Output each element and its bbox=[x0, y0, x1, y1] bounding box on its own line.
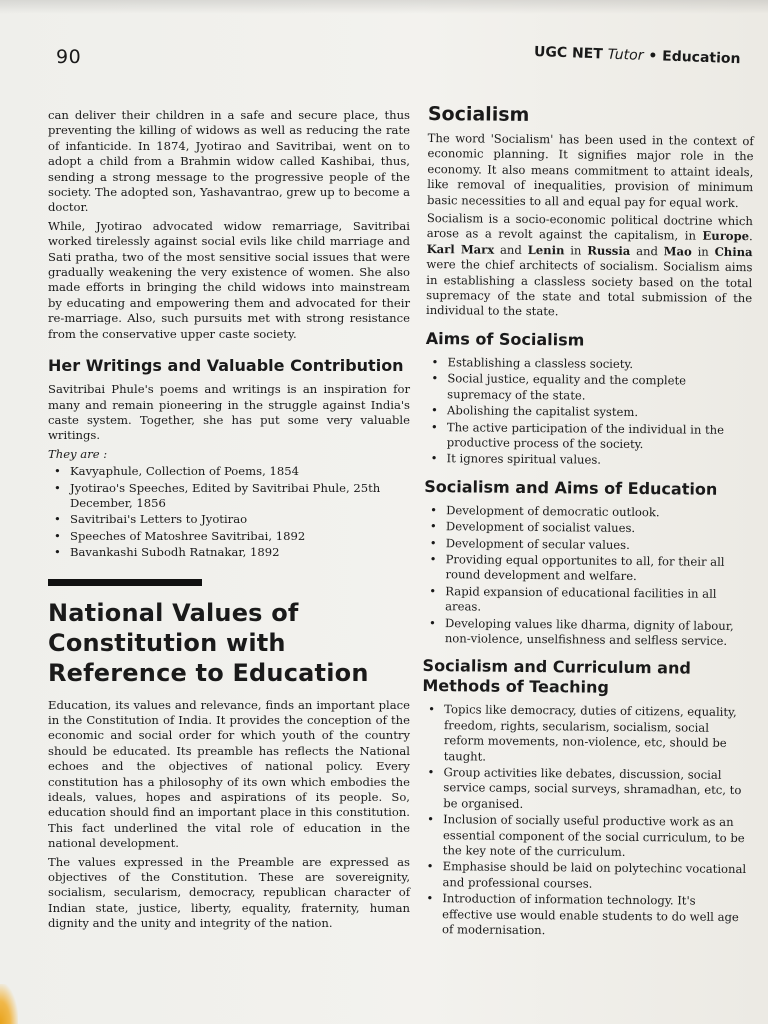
page-top-shadow bbox=[0, 0, 768, 14]
list-item: • Topics like democracy, duties of citizens, equality, freedom, rights, secularism, socialism, social reform movements, non-violence, etc, should be taught. bbox=[440, 703, 749, 768]
socialism-heading: Socialism bbox=[427, 103, 530, 126]
intro-paragraph: While, Jyotirao advocated widow remarriage, Savitribai worked tirelessly against social evils like child marriage and Sati pratha, two of the most sensitive social issues that were gradually weakening the very existence of women. She also made efforts in bringing the child widows into mainstream by educating and empowering them and advocated for their re-marriage. Also, such pursuits met with strong resistance from the conservative upper caste society. bbox=[48, 218, 410, 341]
list-item: • Rapid expansion of educational facilities in all areas. bbox=[441, 584, 749, 618]
list-item: • The active participation of the individual in the productive process of the society. bbox=[443, 420, 751, 454]
list-item: • Kavyaphule, Collection of Poems, 1854 bbox=[66, 464, 410, 479]
list-item: • Introduction of information technology. It's effective use would enable students to do well age of modernisation. bbox=[438, 891, 746, 940]
they-are-label: They are : bbox=[48, 446, 108, 461]
list-item: • Jyotirao's Speeches, Edited by Savitribai Phule, 25th December, 1856 bbox=[66, 481, 410, 512]
text-run: in bbox=[564, 243, 588, 258]
list-item: • Speeches of Matoshree Savitribai, 1892 bbox=[66, 529, 410, 544]
text-run-bold: Russia bbox=[587, 243, 631, 258]
chapter-title: National Values of Constitution with Reference to Education bbox=[48, 598, 369, 687]
text-run-bold: China bbox=[714, 244, 753, 259]
page-corner-highlight bbox=[0, 984, 18, 1024]
text-run-bold: Lenin bbox=[527, 242, 565, 258]
list-item: • Inclusion of socially useful productive work as an essential component of the social curriculum, to be the key note of the curriculum. bbox=[439, 812, 747, 861]
text-run: and bbox=[630, 243, 664, 259]
list-item: • Development of socialist values. bbox=[442, 519, 750, 537]
intro-paragraph: can deliver their children in a safe and secure place, thus preventing the killing of widows as well as reducing the rate of infanticide. In 1874, Jyotirao and Savitribai, went on to adopt a child from a Brahmin widow called Kashibai, thus, sending a strong message to the progressive people of the society. The adopted son, Yashavantrao, grew up to become a doctor. bbox=[48, 108, 410, 215]
right-column bbox=[420, 104, 754, 943]
list-item: • Development of democratic outlook. bbox=[442, 503, 750, 521]
list-item: • Developing values like dharma, dignity of labour, non-violence, unselfishness and selfless service. bbox=[441, 616, 749, 650]
list-item: • Providing equal opportunites to all, for their all round development and welfare. bbox=[441, 552, 749, 586]
socialism-paragraph-2 bbox=[426, 211, 753, 322]
list-item: • Emphasise should be laid on polytechinc vocational and professional courses. bbox=[438, 860, 746, 894]
writings-list bbox=[48, 464, 410, 560]
text-run-bold: Europe bbox=[702, 229, 750, 244]
aims-list bbox=[425, 355, 752, 470]
text-run: in bbox=[691, 244, 715, 259]
list-item: • Social justice, equality and the complete supremacy of the state. bbox=[443, 371, 751, 405]
running-title-tail: • Education bbox=[648, 47, 741, 68]
text-run: were the chief architects of socialism. Socialism aims in establishing a classless society based on the total supremacy of the state and total submission of the individual to the state. bbox=[425, 257, 753, 319]
list-item: • Establishing a classless society. bbox=[443, 355, 751, 373]
page-number: 90 bbox=[56, 46, 82, 68]
education-heading: Socialism and Aims of Education bbox=[424, 476, 718, 499]
chapter-rule bbox=[48, 579, 202, 586]
list-item: • Development of secular values. bbox=[442, 536, 750, 554]
education-list bbox=[423, 503, 750, 650]
curriculum-heading: Socialism and Curriculum and Methods of Teaching bbox=[422, 656, 691, 698]
running-title-bold: UGC NET bbox=[533, 44, 604, 63]
curriculum-list bbox=[420, 702, 748, 940]
text-run-bold: Mao bbox=[663, 244, 692, 259]
text-run-bold: Karl Marx bbox=[426, 241, 495, 257]
text-run: . bbox=[748, 229, 753, 244]
left-column bbox=[48, 108, 410, 935]
chapter-paragraph: Education, its values and relevance, finds an important place in the Constitution of India. It provides the conception of the economic and social order for which youth of the country should be educated. Its preamble has reflects the National echoes and the objectives of national policy. Every constitution has a philosophy of its own which embodies the ideals, values, hopes and aspirations of its people. So, education should find an important place in this constitution. This fact underlined the vital role of education in the national development. bbox=[48, 697, 410, 851]
chapter-paragraph: The values expressed in the Preamble are expressed as objectives of the Constitution. These are sovereignity, socialism, secularism, democracy, republican character of Indian state, justice, liberty, equality, fraternity, human dignity and the unity and integrity of the nation. bbox=[48, 854, 410, 931]
list-item: • Bavankashi Subodh Ratnakar, 1892 bbox=[66, 545, 410, 560]
aims-heading: Aims of Socialism bbox=[425, 328, 585, 350]
running-title-italic: Tutor bbox=[607, 46, 644, 64]
list-item: • Abolishing the capitalist system. bbox=[443, 403, 751, 421]
socialism-paragraph: The word 'Socialism' has been used in the context of economic planning. It signifies major role in the economy. It also means commitment to attaint ideals, like removal of inequalities, provision of minimum basic necessities to all and equal pay for equal work. bbox=[427, 130, 754, 210]
list-item: • Group activities like debates, discussion, social service camps, social surveys, shramadhan, etc, to be organised. bbox=[439, 765, 747, 814]
running-header bbox=[534, 44, 741, 67]
text-run: and bbox=[494, 242, 528, 257]
writings-paragraph: Savitribai Phule's poems and writings is an inspiration for many and remain pioneering in the struggle against India's caste system. Together, she has put some very valuable writings. bbox=[48, 382, 410, 443]
list-item: • It ignores spiritual values. bbox=[443, 451, 751, 469]
list-item: • Savitribai's Letters to Jyotirao bbox=[66, 512, 410, 527]
text-run: Socialism is a socio-economic political doctrine which arose as a revolt against the capitalism, in bbox=[426, 211, 753, 244]
writings-heading: Her Writings and Valuable Contribution bbox=[48, 356, 404, 376]
